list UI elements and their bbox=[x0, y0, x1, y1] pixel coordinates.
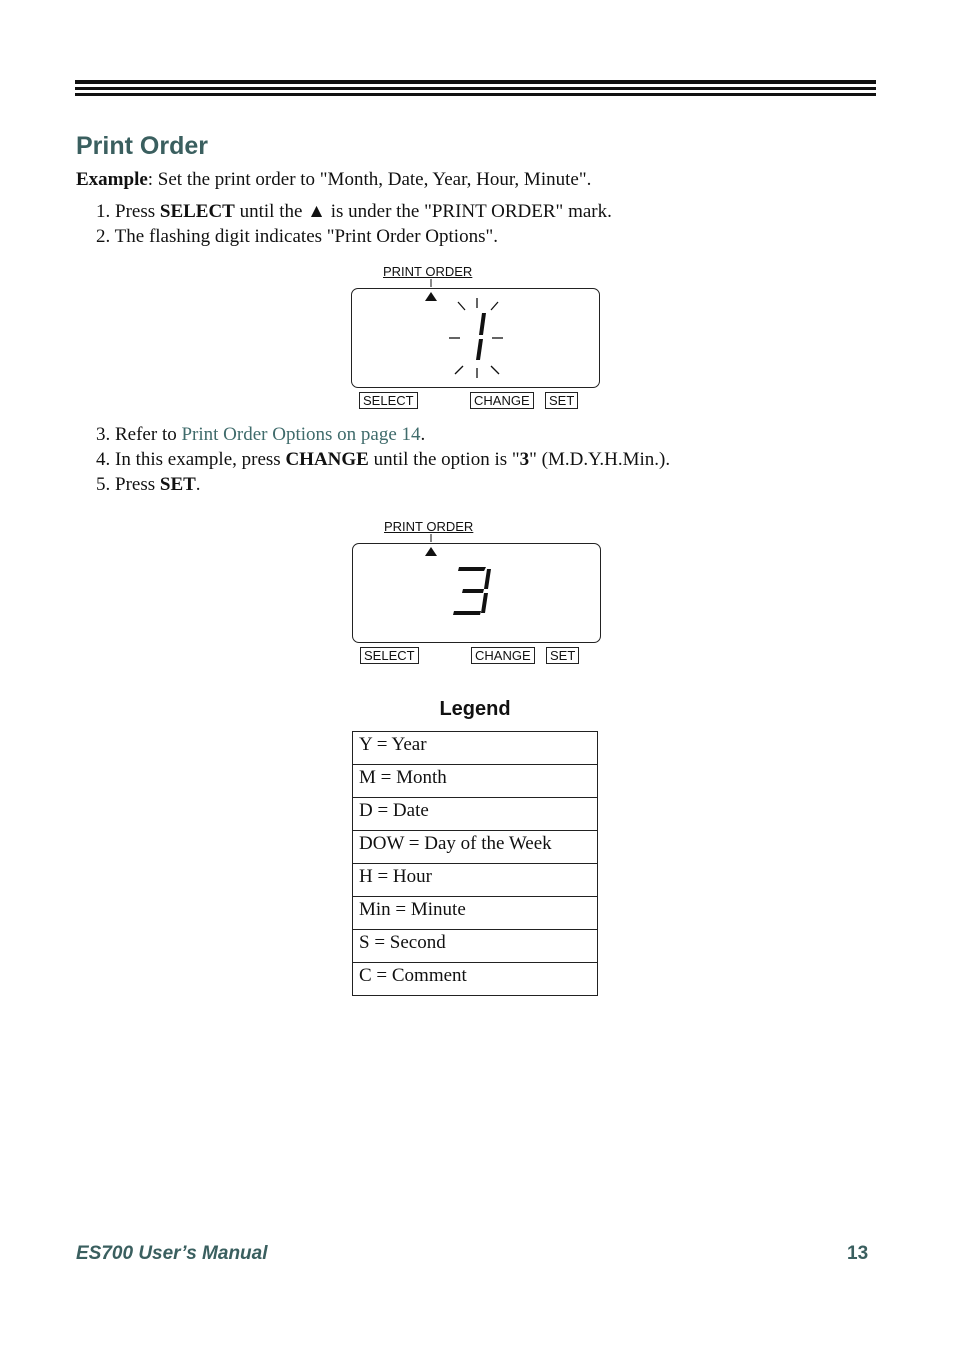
table-row bbox=[353, 798, 598, 831]
step-4-bold: CHANGE bbox=[285, 449, 369, 470]
footer-manual-title: ES700 User’s Manual bbox=[76, 1243, 268, 1264]
select-button[interactable]: SELECT bbox=[359, 392, 418, 409]
step-5-text: 5. Press bbox=[96, 474, 160, 495]
change-button-2[interactable]: CHANGE bbox=[471, 647, 535, 664]
table-row bbox=[353, 732, 598, 765]
set-button-2[interactable]: SET bbox=[546, 647, 579, 664]
step-1-text: 1. Press bbox=[96, 201, 160, 222]
step-1-after: until the ▲ is under the "PRINT ORDER" mark. bbox=[234, 201, 612, 222]
step-4 bbox=[96, 447, 670, 472]
legend-table bbox=[352, 731, 598, 996]
step-4-mid: until the option is " bbox=[368, 449, 520, 470]
print-order-mark-label-2: PRINT ORDER bbox=[384, 519, 474, 534]
header-rule-thin bbox=[75, 93, 876, 96]
example-line bbox=[76, 167, 591, 192]
step-5-post: . bbox=[195, 474, 201, 495]
legend-cell: H = Hour bbox=[353, 864, 598, 897]
digit-3 bbox=[450, 565, 500, 625]
legend-cell: M = Month bbox=[353, 765, 598, 798]
table-row bbox=[353, 930, 598, 963]
step-4-post: " (M.D.Y.H.Min.). bbox=[529, 449, 671, 470]
step-1 bbox=[96, 199, 612, 224]
header-rule-mid bbox=[75, 87, 876, 90]
change-button[interactable]: CHANGE bbox=[470, 392, 534, 409]
example-label: Example bbox=[76, 169, 148, 190]
table-row bbox=[353, 963, 598, 996]
table-row bbox=[353, 831, 598, 864]
print-order-mark-label: PRINT ORDER bbox=[383, 264, 473, 279]
legend-cell: Min = Minute bbox=[353, 897, 598, 930]
section-title: Print Order bbox=[76, 132, 208, 160]
step-2 bbox=[96, 224, 498, 249]
step-1-bold: SELECT bbox=[159, 201, 235, 222]
table-row bbox=[353, 897, 598, 930]
header-rule-thick bbox=[75, 80, 876, 84]
legend-cell: DOW = Day of the Week bbox=[353, 831, 598, 864]
select-button-2[interactable]: SELECT bbox=[360, 647, 419, 664]
table-row bbox=[353, 765, 598, 798]
step-2-text: 2. The flashing digit indicates "Print Order Options". bbox=[96, 226, 498, 247]
step-3-text: 3. Refer to bbox=[96, 424, 182, 445]
step-4-bold2: 3 bbox=[519, 449, 530, 470]
step-4-text: 4. In this example, press bbox=[96, 449, 286, 470]
step-5 bbox=[96, 472, 201, 497]
legend-cell: C = Comment bbox=[353, 963, 598, 996]
example-text: : Set the print order to "Month, Date, Year, Hour, Minute". bbox=[147, 169, 592, 190]
print-order-options-link[interactable]: Print Order Options on page 14 bbox=[181, 424, 421, 445]
step-5-bold: SET bbox=[159, 474, 196, 495]
set-button[interactable]: SET bbox=[545, 392, 578, 409]
legend-cell: S = Second bbox=[353, 930, 598, 963]
step-3-post: . bbox=[420, 424, 426, 445]
flashing-digit-1 bbox=[440, 298, 520, 378]
legend-title: Legend bbox=[439, 698, 511, 720]
legend-cell: Y = Year bbox=[353, 732, 598, 765]
table-row bbox=[353, 864, 598, 897]
legend-cell: D = Date bbox=[353, 798, 598, 831]
footer-page-number: 13 bbox=[847, 1243, 869, 1264]
step-3 bbox=[96, 422, 425, 447]
